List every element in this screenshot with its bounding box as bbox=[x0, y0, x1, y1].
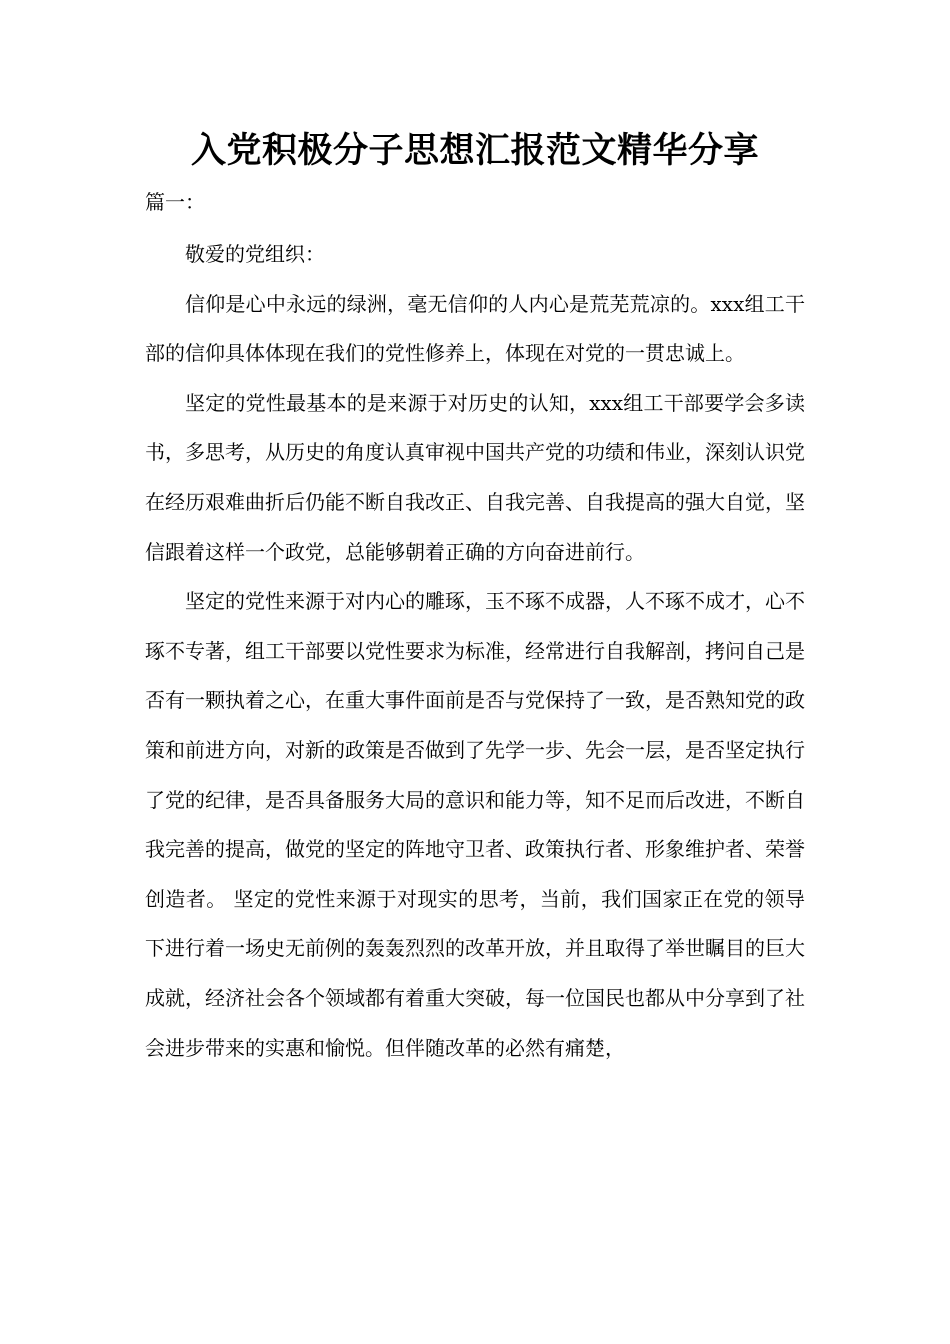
paragraph: 坚定的党性来源于对内心的雕琢，玉不琢不成器，人不琢不成才，心不琢不专著，组工干部要以党性要求为标准，经常进行自我解剖，拷问自己是否有一颗执着之心，在重大事件面前是否与党保持了一致，是否熟知党的政策和前进方向，对新的政策是否做到了先学一步、先会一层，是否坚定执行了党的纪律，是否具备服务大局的意识和能力等，知不足而后改进，不断自我完善的提高，做党的坚定的阵地守卫者、政策执行者、形象维护者、荣誉创造者。 坚定的党性来源于对现实的思考，当前，我们国家正在党的领导下进行着一场史无前例的轰轰烈烈的改革开放，并且取得了举世瞩目的巨大成就，经济社会各个领域都有着重大突破，每一位国民也都从中分享到了社会进步带来的实惠和愉悦。但伴随改革的必然有痛楚， bbox=[145, 589, 805, 1060]
section-label: 篇一： bbox=[145, 190, 205, 214]
paragraph: 坚定的党性最基本的是来源于对历史的认知，xxx组工干部要学会多读书，多思考，从历史的角度认真审视中国共产党的功绩和伟业，深刻认识党在经历艰难曲折后仍能不断自我改正、自我完善、自我提高的强大自觉，坚信跟着这样一个政党，总能够朝着正确的方向奋进前行。 bbox=[145, 390, 805, 564]
document-body bbox=[145, 230, 805, 1073]
salutation: 敬爱的党组织： bbox=[185, 242, 325, 266]
document-title: 入党积极分子思想汇报范文精华分享 bbox=[190, 130, 759, 171]
paragraph: 信仰是心中永远的绿洲，毫无信仰的人内心是荒芜荒凉的。xxx组工干部的信仰具体体现在我们的党性修养上，体现在对党的一贯忠诚上。 bbox=[145, 291, 805, 366]
